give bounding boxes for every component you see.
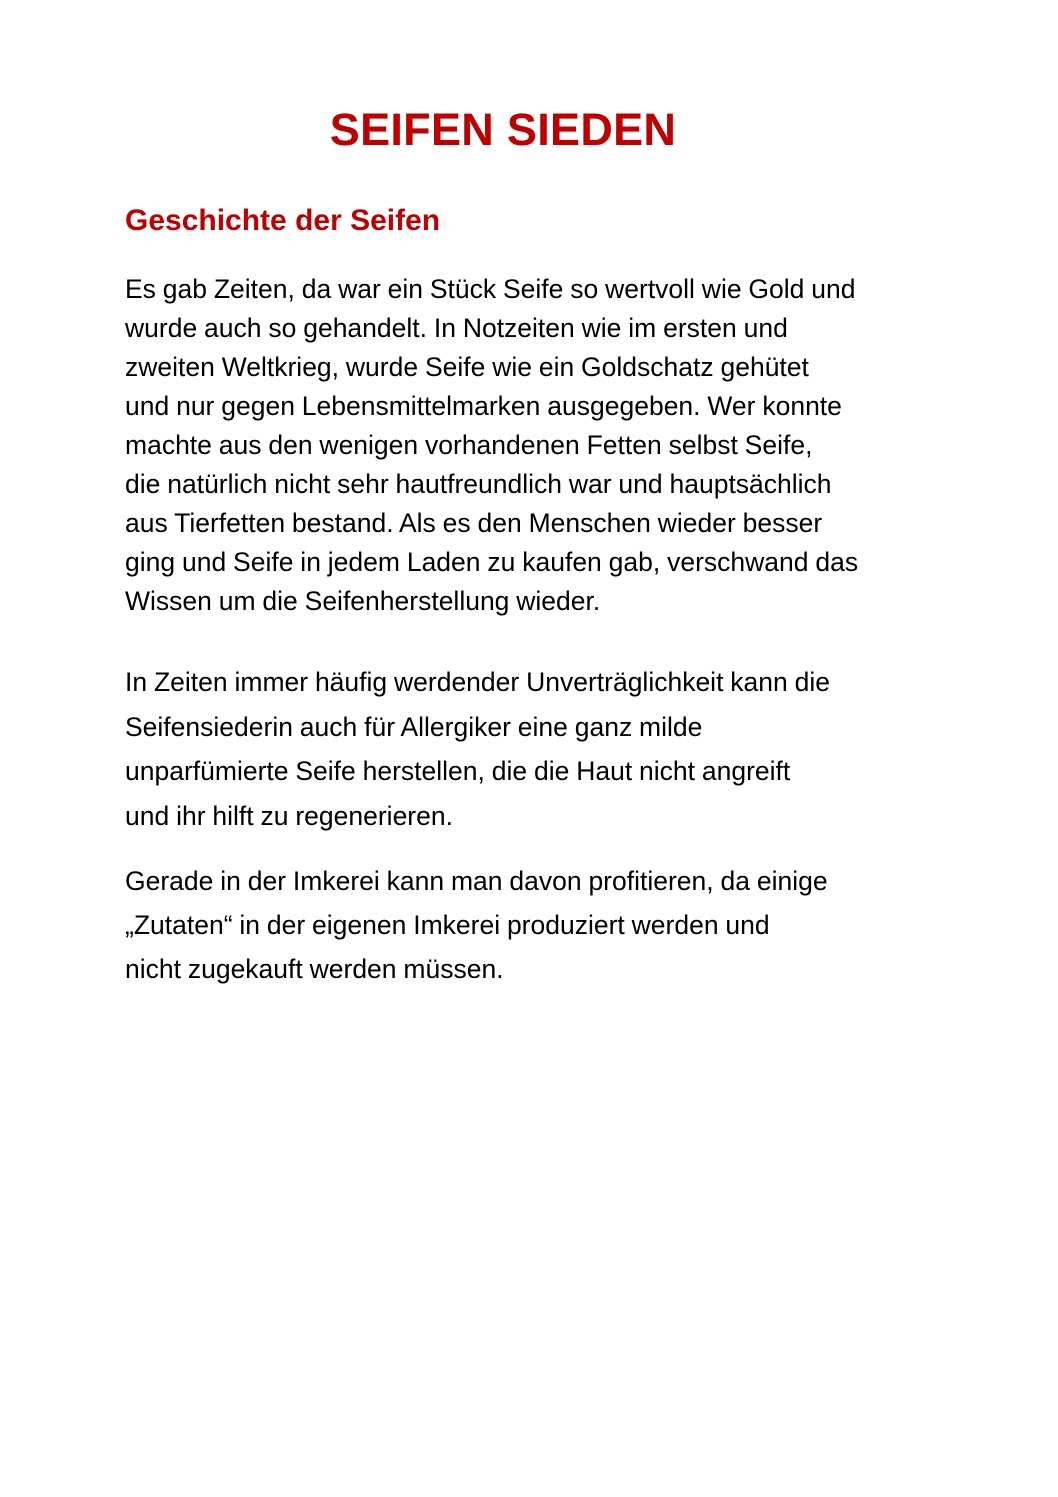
paragraph-line: wurde auch so gehandelt. In Notzeiten wie im ersten und	[125, 313, 788, 343]
paragraph-allergies	[125, 660, 945, 838]
paragraph-line: „Zutaten“ in der eigenen Imkerei produziert werden und	[125, 910, 770, 940]
paragraph-line: und nur gegen Lebensmittelmarken ausgegeben. Wer konnte	[125, 391, 842, 421]
paragraph-line: zweiten Weltkrieg, wurde Seife wie ein Goldschatz gehütet	[125, 352, 809, 382]
paragraph-line: Seifensiederin auch für Allergiker eine ganz milde	[125, 711, 703, 742]
paragraph-line: aus Tierfetten bestand. Als es den Menschen wieder besser	[125, 508, 823, 538]
paragraph-beekeeping	[125, 859, 945, 991]
paragraph-line: und ihr hilft zu regenerieren.	[125, 800, 453, 831]
paragraph-line: In Zeiten immer häufig werdender Unverträglichkeit kann die	[125, 667, 830, 697]
paragraph-line: nicht zugekauft werden müssen.	[125, 954, 504, 984]
paragraph-line: die natürlich nicht sehr hautfreundlich war und hauptsächlich	[125, 469, 832, 499]
paragraph-line: Wissen um die Seifenherstellung wieder.	[125, 586, 601, 616]
paragraph-line: ging und Seife in jedem Laden zu kaufen gab, verschwand das	[125, 547, 859, 577]
paragraph-line: Gerade in der Imkerei kann man davon profitieren, da einige	[125, 866, 828, 896]
paragraph-line: machte aus den wenigen vorhandenen Fetten selbst Seife,	[125, 430, 813, 460]
section-heading: Geschichte der Seifen	[125, 204, 441, 237]
paragraph-history	[125, 270, 945, 621]
document-title: SEIFEN SIEDEN	[329, 104, 677, 155]
paragraph-line: unparfümierte Seife herstellen, die die Haut nicht angreift	[125, 756, 791, 786]
paragraph-line: Es gab Zeiten, da war ein Stück Seife so wertvoll wie Gold und	[125, 274, 856, 304]
